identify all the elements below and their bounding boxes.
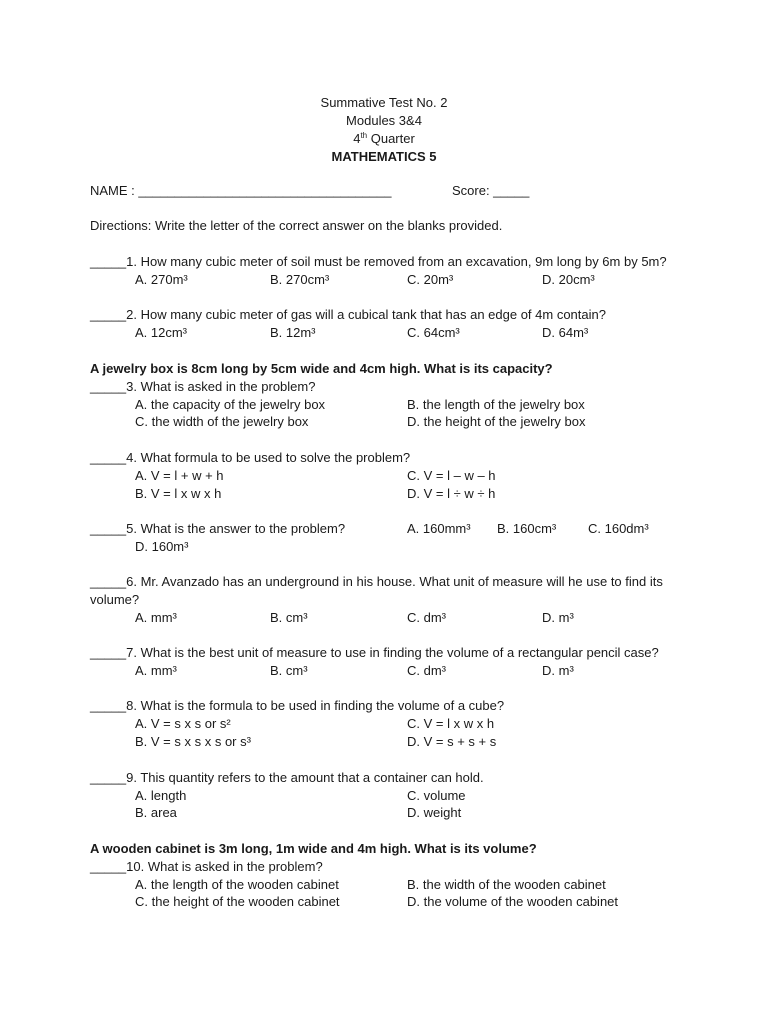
problem-wooden-cabinet: A wooden cabinet is 3m long, 1m wide and 4m high. What is its volume? [90,841,537,856]
test-title: Summative Test No. 2 [320,95,448,110]
question-3: _____3. What is asked in the problem? [90,379,316,394]
q8-choice-b: B. V = s x s x s or s³ [135,734,251,749]
question-4: _____4. What formula to be used to solve the problem? [90,450,411,465]
question-1: _____1. How many cubic meter of soil must be removed from an excavation, 9m long by 6m by 5m? [90,254,667,269]
question-9: _____9. This quantity refers to the amount that a container can hold. [90,770,484,785]
q4-choice-b: B. V = l x w x h [135,486,222,501]
q1-choice-d: D. 20cm³ [542,272,595,287]
q9-choice-a: A. length [135,788,187,803]
q1-choice-c: C. 20m³ [407,272,454,287]
directions: Directions: Write the letter of the correct answer on the blanks provided. [90,218,503,233]
quarter-suffix: th [360,131,368,140]
q9-choice-b: B. area [135,805,177,820]
q8-choice-a: A. V = s x s or s² [135,716,231,731]
question-7: _____7. What is the best unit of measure to use in finding the volume of a rectangular pencil case? [90,645,659,660]
q2-choice-d: D. 64m³ [542,325,589,340]
q7-choice-a: A. mm³ [135,663,177,678]
question-2: _____2. How many cubic meter of gas will a cubical tank that has an edge of 4m contain? [90,307,606,322]
q3-choice-b: B. the length of the jewelry box [407,397,585,412]
q9-choice-c: C. volume [407,788,466,803]
q5-choice-b: B. 160cm³ [497,521,557,536]
q8-choice-d: D. V = s + s + s [407,734,497,749]
q10-choice-c: C. the height of the wooden cabinet [135,894,340,909]
q9-choice-d: D. weight [407,805,462,820]
q7-choice-d: D. m³ [542,663,574,678]
quarter-label [0,130,768,148]
test-header [0,94,768,166]
question-5: _____5. What is the answer to the problem? [90,521,346,536]
q5-choice-a: A. 160mm³ [407,521,471,536]
q7-choice-b: B. cm³ [270,663,308,678]
q3-choice-a: A. the capacity of the jewelry box [135,397,326,412]
question-6-cont: volume? [90,592,140,607]
q6-choice-b: B. cm³ [270,610,308,625]
q1-choice-a: A. 270m³ [135,272,188,287]
q4-choice-d: D. V = l ÷ w ÷ h [407,486,496,501]
q1-choice-b: B. 270cm³ [270,272,330,287]
q4-choice-c: C. V = l – w – h [407,468,496,483]
q6-choice-d: D. m³ [542,610,574,625]
subject-title: MATHEMATICS 5 [331,149,437,164]
name-field: NAME : ___________________________________ [90,183,392,198]
score-field: Score: _____ [452,183,530,198]
q7-choice-c: C. dm³ [407,663,446,678]
q6-choice-c: C. dm³ [407,610,446,625]
problem-jewelry-box: A jewelry box is 8cm long by 5cm wide and 4cm high. What is its capacity? [90,361,553,376]
q2-choice-a: A. 12cm³ [135,325,188,340]
q3-choice-d: D. the height of the jewelry box [407,414,586,429]
question-10: _____10. What is asked in the problem? [90,859,323,874]
q8-choice-c: C. V = l x w x h [407,716,495,731]
q4-choice-a: A. V = l + w + h [135,468,224,483]
q10-choice-d: D. the volume of the wooden cabinet [407,894,619,909]
q2-choice-b: B. 12m³ [270,325,316,340]
q10-choice-a: A. the length of the wooden cabinet [135,877,339,892]
modules-label: Modules 3&4 [346,113,422,128]
question-6: _____6. Mr. Avanzado has an underground in his house. What unit of measure will he use to find its [90,574,663,589]
q5-choice-c: C. 160dm³ [588,521,649,536]
quarter-word: Quarter [367,131,415,146]
q5-choice-d: D. 160m³ [135,539,189,554]
q3-choice-c: C. the width of the jewelry box [135,414,309,429]
q10-choice-b: B. the width of the wooden cabinet [407,877,606,892]
quarter-number: 4 [353,131,361,146]
question-8: _____8. What is the formula to be used in finding the volume of a cube? [90,698,505,713]
q2-choice-c: C. 64cm³ [407,325,460,340]
q6-choice-a: A. mm³ [135,610,177,625]
